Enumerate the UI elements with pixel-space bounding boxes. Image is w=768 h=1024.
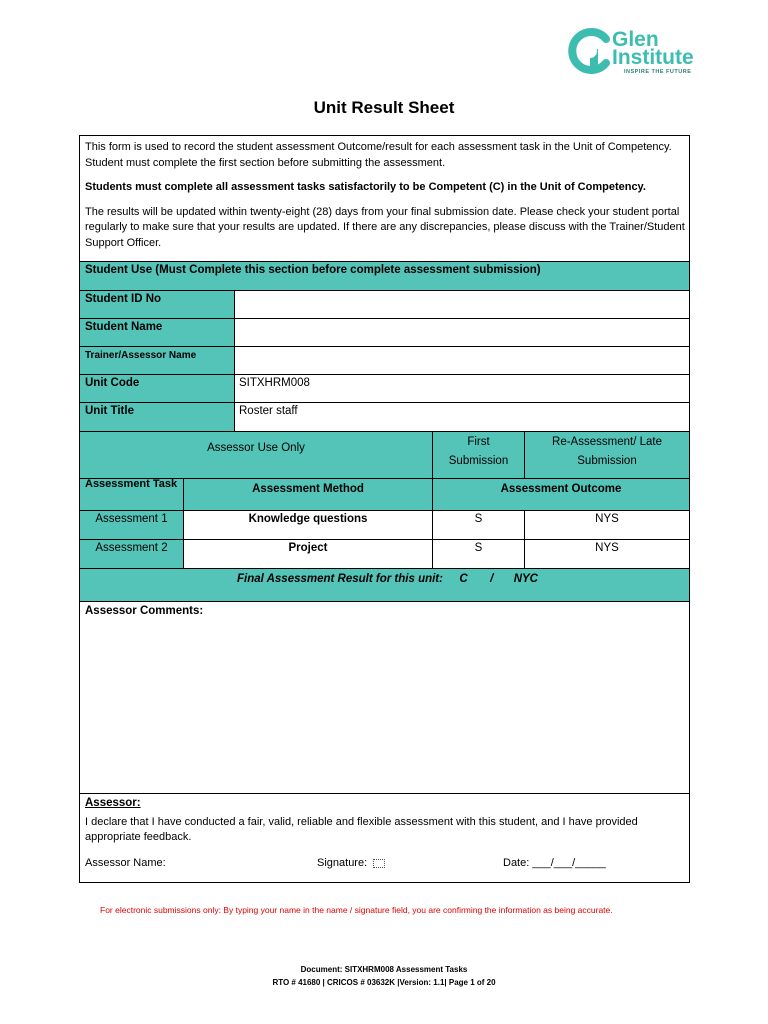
student-name-label: Student Name xyxy=(80,319,234,346)
final-result-row xyxy=(80,568,689,601)
signature-label: Signature: xyxy=(317,857,368,869)
reassessment-cell[interactable]: NYS xyxy=(524,540,689,568)
final-result-nyc[interactable]: NYC xyxy=(513,573,538,585)
first-submission-cell[interactable]: S xyxy=(432,540,524,568)
first-submission-header: First Submission xyxy=(432,432,524,478)
table-row xyxy=(80,510,689,539)
final-result-label: Final Assessment Result for this unit: xyxy=(237,573,443,585)
col-method-header: Assessment Method xyxy=(183,479,432,510)
unit-code-row xyxy=(80,374,689,402)
assessor-comments-label: Assessor Comments: xyxy=(85,605,204,617)
unit-title-row xyxy=(80,402,689,431)
student-id-label: Student ID No xyxy=(80,291,234,318)
logo-tagline: INSPIRE THE FUTURE xyxy=(624,69,692,75)
assessment-method-cell: Project xyxy=(183,540,432,568)
final-result-c[interactable]: C xyxy=(459,573,468,585)
student-section-header xyxy=(80,261,689,290)
signature-field[interactable] xyxy=(317,857,385,869)
page-title: Unit Result Sheet xyxy=(313,98,455,117)
result-sheet-form xyxy=(79,135,690,883)
table-row xyxy=(80,539,689,568)
unit-code-value: SITXHRM008 xyxy=(234,375,689,402)
intro-text xyxy=(85,140,685,260)
intro-paragraph-3: The results will be updated within twenty-eight (28) days from your final submission date. Please check your student portal regularly to make sure that your results are updated. If there are any discrepancies, please discuss with the Trainer/Student Support Officer. xyxy=(85,205,685,249)
signature-placeholder-icon xyxy=(373,859,385,868)
trainer-field[interactable] xyxy=(234,347,689,374)
col-task-header: Assessment Task xyxy=(85,478,178,490)
assessor-comments-area[interactable] xyxy=(80,601,689,793)
logo-brand-bottom: Institute xyxy=(612,46,694,69)
assessor-declaration-text: I declare that I have conducted a fair, valid, reliable and flexible assessment with this student, and I have provided appropriate feedback. xyxy=(85,816,638,843)
student-id-field[interactable] xyxy=(234,291,689,318)
logo-mark-icon xyxy=(566,27,614,75)
date-field[interactable]: Date: ___/___/_____ xyxy=(503,857,606,869)
electronic-submission-note: For electronic submissions only: By typing your name in the name / signature field, you are confirming the information as being accurate. xyxy=(100,905,613,915)
student-id-row xyxy=(80,290,689,318)
col-outcome-header: Assessment Outcome xyxy=(432,479,689,510)
assessor-use-header xyxy=(80,431,689,478)
assessment-column-headers xyxy=(80,478,689,510)
glen-institute-logo xyxy=(566,27,706,79)
student-name-row xyxy=(80,318,689,346)
assessor-heading: Assessor: xyxy=(85,797,141,809)
footer-rto-info: RTO # 41680 | CRICOS # 03632K |Version: 1.1| Page 1 of 20 xyxy=(272,978,496,987)
trainer-row xyxy=(80,346,689,374)
unit-code-label: Unit Code xyxy=(80,375,234,402)
assessor-name-field[interactable]: Assessor Name: xyxy=(85,857,166,869)
final-result-separator: / xyxy=(490,573,494,585)
trainer-label: Trainer/Assessor Name xyxy=(80,347,234,374)
reassessment-header: Re-Assessment/ Late Submission xyxy=(524,432,689,478)
intro-paragraph-2: Students must complete all assessment tasks satisfactorily to be Competent (C) in the Unit of Competency. xyxy=(85,181,646,193)
logo-wordmark xyxy=(612,29,694,68)
logo-brand-top: Glen xyxy=(612,28,659,51)
reassessment-cell[interactable]: NYS xyxy=(524,511,689,539)
assessor-declaration-section xyxy=(80,793,689,882)
unit-title-label: Unit Title xyxy=(80,403,234,431)
footer-document: Document: SITXHRM008 Assessment Tasks xyxy=(300,965,468,974)
intro-paragraph-1: This form is used to record the student assessment Outcome/result for each assessment task in the Unit of Competency. Student must complete the first section before submitting the assessment. xyxy=(85,141,672,169)
unit-title-value: Roster staff xyxy=(234,403,689,431)
assessment-method-cell: Knowledge questions xyxy=(183,511,432,539)
student-section-title: Student Use (Must Complete this section before complete assessment submission) xyxy=(85,264,541,276)
first-submission-cell[interactable]: S xyxy=(432,511,524,539)
assessment-task-cell: Assessment 1 xyxy=(80,511,183,539)
assessor-use-label: Assessor Use Only xyxy=(207,442,305,454)
student-name-field[interactable] xyxy=(234,319,689,346)
assessment-task-cell: Assessment 2 xyxy=(80,540,183,568)
